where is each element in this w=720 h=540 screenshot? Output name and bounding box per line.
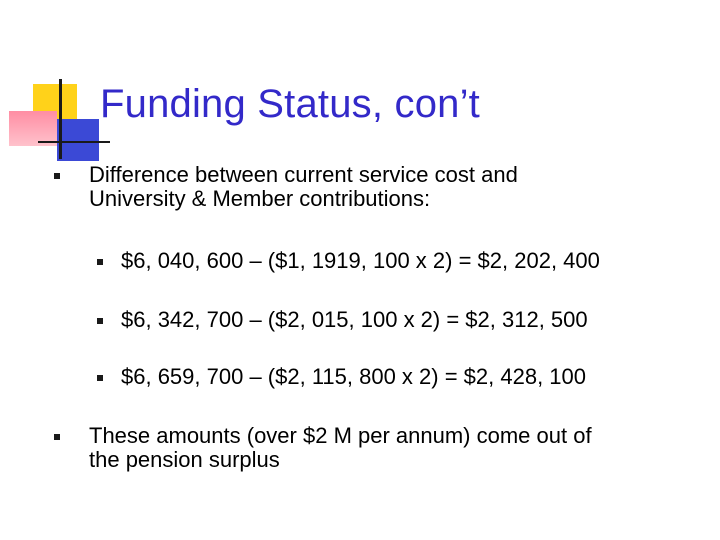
sub-bullet-icon [97,259,103,265]
calculation-line: $6, 040, 600 – ($1, 1919, 100 x 2) = $2, 202, 400 [121,248,600,273]
bullet-text-line: University & Member contributions: [89,186,431,211]
title-decoration [0,0,110,170]
vertical-rule [59,79,62,159]
bullet-icon [54,173,60,179]
bullet-text-line: Difference between current service cost and [89,162,518,187]
blue-square [57,119,99,161]
sub-bullet-icon [97,318,103,324]
horizontal-rule [38,141,110,143]
bullet-text-line: These amounts (over $2 M per annum) come out of [89,423,592,448]
sub-bullet-icon [97,375,103,381]
calculation-line: $6, 659, 700 – ($2, 115, 800 x 2) = $2, 428, 100 [121,364,587,389]
calculation-line: $6, 342, 700 – ($2, 015, 100 x 2) = $2, 312, 500 [121,307,588,332]
slide-title: Funding Status, con’t [100,82,480,126]
bullet-icon [54,434,60,440]
bullet-text-line: the pension surplus [89,447,280,472]
